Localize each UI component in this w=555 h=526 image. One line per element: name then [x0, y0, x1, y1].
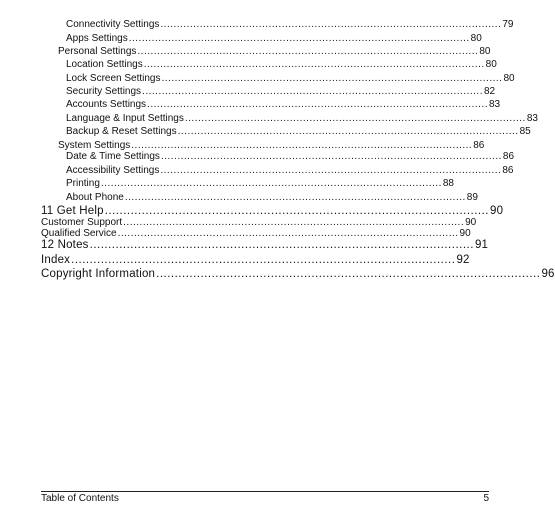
toc-entry[interactable]: [66, 18, 514, 31]
toc-entry[interactable]: [66, 58, 497, 71]
footer-page-number: 5: [483, 493, 489, 504]
dot-leader: ........................................................................................................: [71, 254, 456, 266]
dot-leader: ........................................................................................................: [89, 239, 474, 251]
toc-chapter-entry[interactable]: [41, 253, 470, 267]
toc-entry[interactable]: [66, 72, 515, 85]
toc-entry-title: 12 Notes: [41, 239, 89, 251]
dot-leader: ........................................................................................................: [117, 228, 459, 239]
toc-chapter-entry[interactable]: [41, 204, 504, 218]
toc-entry[interactable]: [66, 112, 538, 125]
toc-entry-page: 89: [466, 192, 478, 203]
toc-entry-page: 85: [519, 126, 531, 137]
dot-leader: ........................................................................................................: [160, 19, 502, 30]
dot-leader: ........................................................................................................: [131, 140, 473, 151]
toc-entry-title: Connectivity Settings: [66, 19, 160, 30]
toc-entry-title: Printing: [66, 178, 100, 189]
toc-entry[interactable]: [66, 164, 514, 177]
toc-entry-page: 80: [485, 59, 497, 70]
dot-leader: ........................................................................................................: [123, 217, 465, 228]
toc-entry-page: 86: [473, 140, 485, 151]
toc-entry-page: 83: [489, 99, 501, 110]
toc-entry-title: Copyright Information: [41, 268, 156, 280]
toc-entry-title: Lock Screen Settings: [66, 73, 161, 84]
footer-rule: [41, 491, 489, 492]
dot-leader: ........................................................................................................: [160, 165, 502, 176]
toc-entry-page: 91: [474, 239, 489, 251]
toc-entry-title: Date & Time Settings: [66, 151, 160, 162]
toc-chapter-entry[interactable]: [41, 267, 555, 281]
toc-entry-title: Personal Settings: [58, 46, 137, 57]
toc-chapter-entry[interactable]: [41, 238, 489, 252]
toc-entry-title: About Phone: [66, 192, 124, 203]
toc-entry-title: 11 Get Help: [41, 205, 104, 217]
toc-entry-page: 80: [470, 33, 482, 44]
toc-entry-page: 79: [502, 19, 514, 30]
dot-leader: ........................................................................................................: [143, 59, 485, 70]
toc-entry-title: Apps Settings: [66, 33, 128, 44]
toc-entry[interactable]: [66, 177, 454, 190]
dot-leader: ........................................................................................................: [160, 151, 502, 162]
toc-entry-title: Accessibility Settings: [66, 165, 160, 176]
toc-entry-page: 82: [484, 86, 496, 97]
toc-entry-page: 90: [459, 228, 471, 239]
toc-entry[interactable]: [66, 85, 496, 98]
dot-leader: ........................................................................................................: [142, 86, 483, 97]
toc-entry-page: 88: [442, 178, 454, 189]
toc-entry-title: Language & Input Settings: [66, 113, 184, 124]
toc-entry-page: 86: [502, 151, 515, 162]
toc-entry-title: Security Settings: [66, 86, 142, 97]
toc-entry-title: Index: [41, 254, 71, 266]
toc-entry-page: 90: [465, 217, 477, 228]
toc-entry-page: 90: [490, 205, 504, 217]
dot-leader: ........................................................................................................: [177, 126, 519, 137]
toc-entry-page: 80: [479, 46, 491, 57]
dot-leader: ........................................................................................................: [137, 46, 479, 57]
toc-entry[interactable]: [58, 45, 491, 58]
toc-entry-title: Accounts Settings: [66, 99, 147, 110]
dot-leader: ........................................................................................................: [147, 99, 488, 110]
toc-entry-title: System Settings: [58, 140, 131, 151]
dot-leader: ........................................................................................................: [161, 73, 503, 84]
toc-entry-page: 86: [502, 165, 514, 176]
toc-entry-page: 92: [456, 254, 470, 266]
toc-entry-title: Customer Support: [41, 217, 123, 228]
toc-entry[interactable]: [66, 125, 531, 138]
toc-entry-title: Location Settings: [66, 59, 143, 70]
toc-entry-page: 83: [526, 113, 538, 124]
toc-entry[interactable]: [66, 191, 478, 204]
toc-entry-page: 80: [503, 73, 515, 84]
dot-leader: ........................................................................................................: [128, 33, 470, 44]
toc-entry[interactable]: [66, 32, 482, 45]
toc-entry[interactable]: [66, 98, 501, 111]
dot-leader: ........................................................................................................: [184, 113, 526, 124]
dot-leader: ........................................................................................................: [100, 178, 442, 189]
toc-entry-title: Backup & Reset Settings: [66, 126, 177, 137]
toc-entry[interactable]: [66, 150, 515, 163]
toc-entry-title: Qualified Service: [41, 228, 117, 239]
dot-leader: ........................................................................................................: [124, 192, 466, 203]
dot-leader: ........................................................................................................: [156, 268, 541, 280]
footer-section-title: Table of Contents: [41, 493, 119, 504]
dot-leader: ........................................................................................................: [104, 205, 490, 217]
toc-entry-page: 96: [541, 268, 555, 280]
